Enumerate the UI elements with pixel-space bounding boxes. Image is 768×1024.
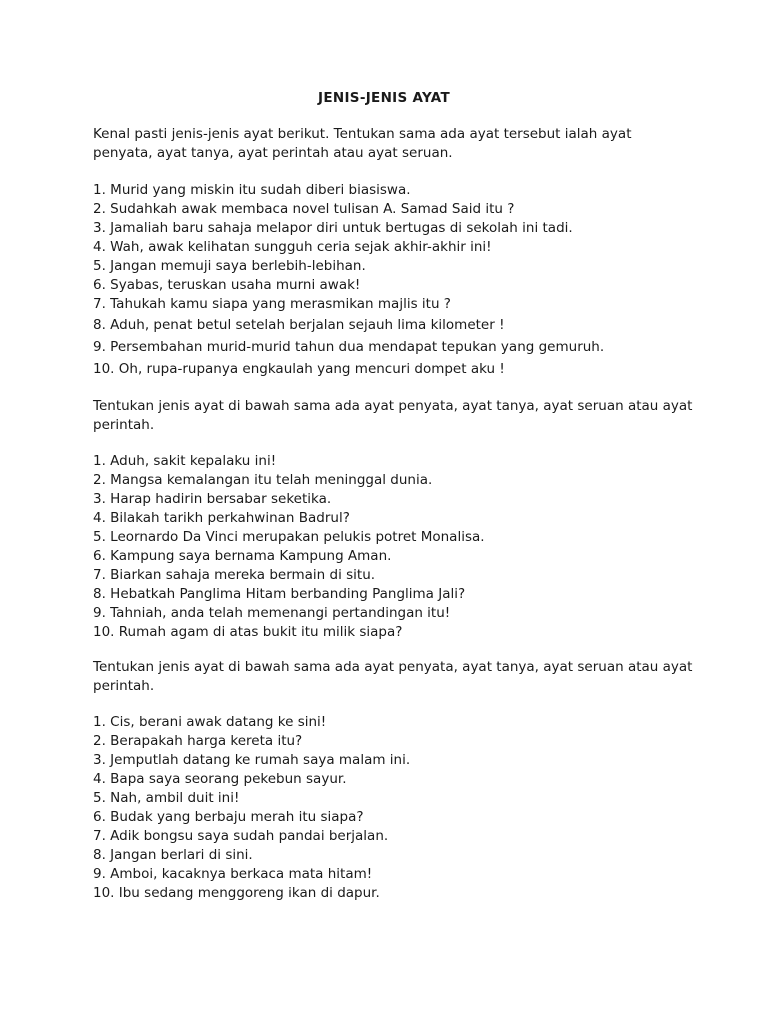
list-item: 9. Persembahan murid-murid tahun dua mendapat tepukan yang gemuruh. [93,339,605,355]
list-item: 5. Jangan memuji saya berlebih-lebihan. [93,258,366,274]
section-1-instruction: Kenal pasti jenis-jenis ayat berikut. Tentukan sama ada ayat tersebut ialah ayat penyata, ayat tanya, ayat perintah atau ayat seruan. [93,126,632,161]
section-3-instruction: Tentukan jenis ayat di bawah sama ada ayat penyata, ayat tanya, ayat seruan atau ayat perintah. [93,659,693,694]
list-item: 10. Rumah agam di atas bukit itu milik siapa? [93,624,403,640]
list-item: 9. Amboi, kacaknya berkaca mata hitam! [93,866,373,882]
list-item: 6. Syabas, teruskan usaha murni awak! [93,277,361,293]
section-2-instruction: Tentukan jenis ayat di bawah sama ada ayat penyata, ayat tanya, ayat seruan atau ayat perintah. [93,398,693,433]
list-item: 3. Harap hadirin bersabar seketika. [93,491,332,507]
list-item: 10. Oh, rupa-rupanya engkaulah yang mencuri dompet aku ! [93,361,505,377]
list-item: 2. Mangsa kemalangan itu telah meninggal dunia. [93,472,433,488]
list-item: 7. Biarkan sahaja mereka bermain di situ. [93,567,376,583]
list-item: 7. Tahukah kamu siapa yang merasmikan majlis itu ? [93,296,451,312]
section-3-intro [93,658,693,696]
list-item: 5. Nah, ambil duit ini! [93,790,240,806]
list-item: 1. Murid yang miskin itu sudah diberi biasiswa. [93,182,411,198]
page-title: JENIS-JENIS AYAT [318,90,450,106]
section-3-list [93,713,693,903]
list-item: 8. Aduh, penat betul setelah berjalan sejauh lima kilometer ! [93,317,505,333]
list-item: 3. Jamaliah baru sahaja melapor diri untuk bertugas di sekolah ini tadi. [93,220,573,236]
list-item: 2. Sudahkah awak membaca novel tulisan A. Samad Said itu ? [93,201,515,217]
list-item: 2. Berapakah harga kereta itu? [93,733,303,749]
list-item: 4. Bilakah tarikh perkahwinan Badrul? [93,510,350,526]
list-item: 10. Ibu sedang menggoreng ikan di dapur. [93,885,380,901]
section-2-intro [93,397,693,435]
list-item: 7. Adik bongsu saya sudah pandai berjalan. [93,828,389,844]
list-item: 4. Bapa saya seorang pekebun sayur. [93,771,347,787]
list-item: 8. Jangan berlari di sini. [93,847,253,863]
list-item: 3. Jemputlah datang ke rumah saya malam ini. [93,752,411,768]
section-2-list [93,452,693,642]
section-1-list [93,181,693,380]
list-item: 1. Aduh, sakit kepalaku ini! [93,453,277,469]
list-item: 6. Kampung saya bernama Kampung Aman. [93,548,392,564]
list-item: 5. Leornardo Da Vinci merupakan pelukis potret Monalisa. [93,529,485,545]
list-item: 9. Tahniah, anda telah memenangi pertandingan itu! [93,605,451,621]
list-item: 1. Cis, berani awak datang ke sini! [93,714,327,730]
list-item: 4. Wah, awak kelihatan sungguh ceria sejak akhir-akhir ini! [93,239,492,255]
list-item: 6. Budak yang berbaju merah itu siapa? [93,809,364,825]
section-1-intro [93,125,693,163]
list-item: 8. Hebatkah Panglima Hitam berbanding Panglima Jali? [93,586,466,602]
